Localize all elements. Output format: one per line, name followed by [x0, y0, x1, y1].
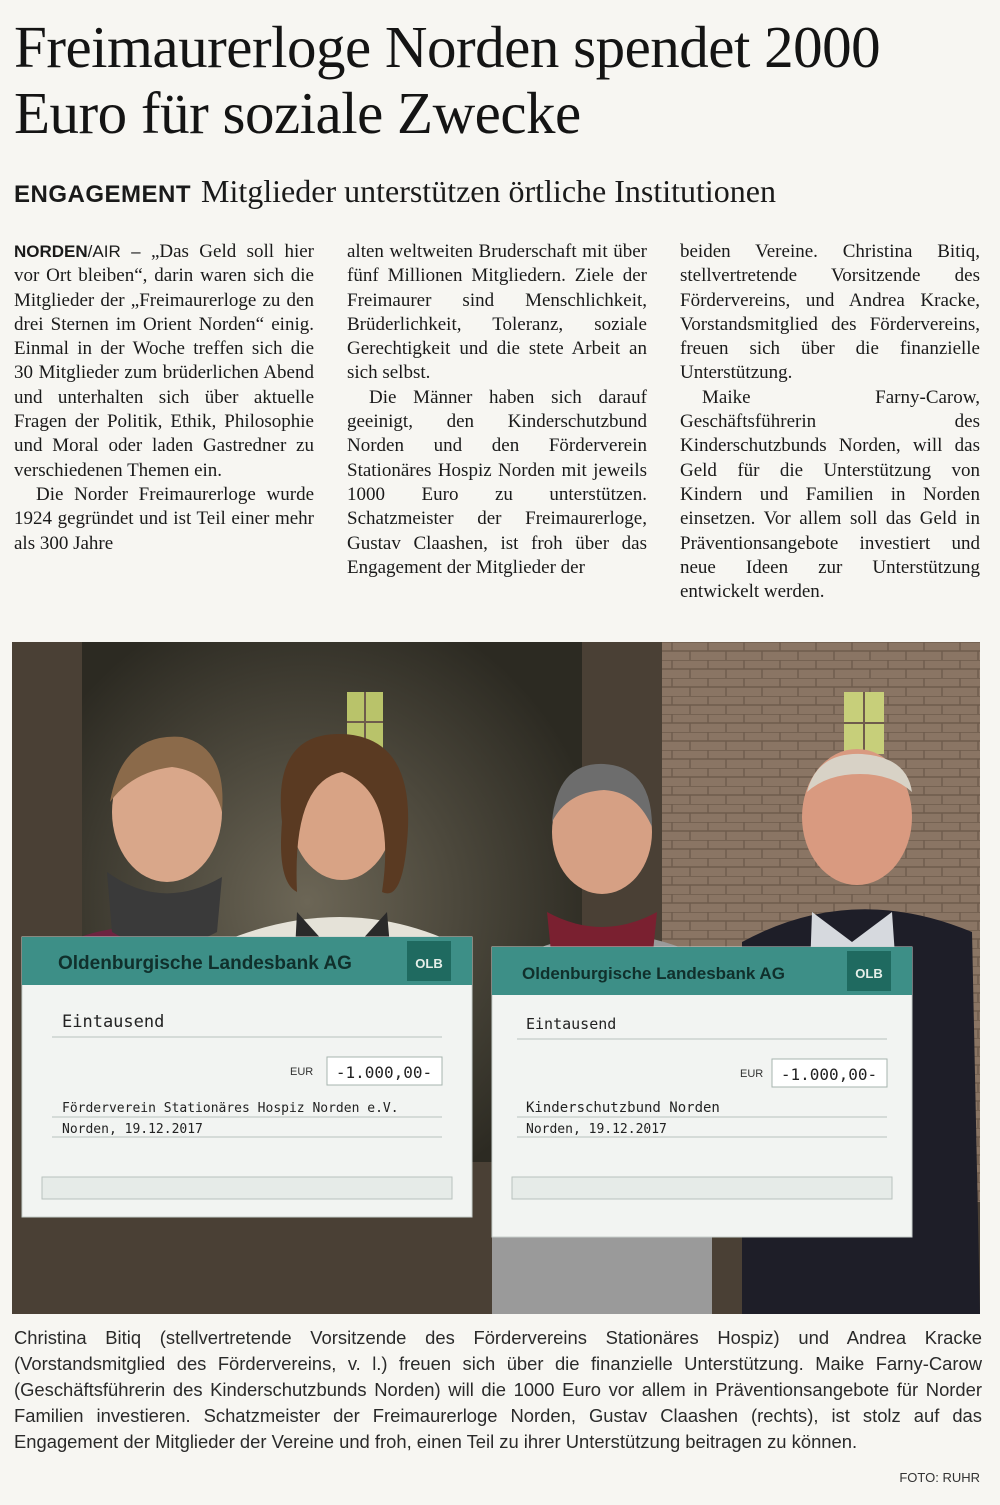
check-right-place-date: Norden, 19.12.2017 — [526, 1122, 667, 1137]
column-2 — [347, 240, 647, 628]
photo-caption: Christina Bitiq (stellvertretende Vorsitzende des Fördervereins Stationäres Hospiz) und Andrea Kracke (Vorstandsmitglied des Fördervereins, v. l.) freuen sich über die finanzielle Unterstützung. Maike Farny-Carow (Geschäftsführerin des Kinderschutzbunds Norden) will die 1000 Euro vor allem in Präventionsangebote für Norder Familien investieren. Schatzmeister der Freimaurerloge Norden, Gustav Claashen (rechts), ist stolz auf das Engagement der Mitglieder der Vereine und froh, einen Teil zu ihrer Unterstützung beitragen zu können. — [14, 1327, 982, 1452]
check-left-currency: EUR — [290, 1066, 314, 1078]
check-left-place-date: Norden, 19.12.2017 — [62, 1122, 203, 1137]
photo-illustration — [12, 642, 980, 1314]
check-right-amount: -1.000,00- — [780, 1065, 878, 1084]
check-left-bank: Oldenburgische Landesbank AG — [58, 953, 352, 974]
column-1 — [14, 240, 314, 628]
check-right-logo: OLB — [855, 966, 883, 981]
subtitle: Mitglieder unterstützen örtliche Institutionen — [201, 173, 776, 209]
paragraph: alten weltweiten Bruderschaft mit über fünf Millionen Mitgliedern. Ziele der Freimaurer sind Menschlichkeit, Brüderlichkeit, Toleranz, soziale Gerechtigkeit und die stete Arbeit an sich selbst. — [347, 241, 647, 384]
check-left-logo: OLB — [415, 956, 443, 971]
kicker: ENGAGEMENT — [14, 181, 192, 208]
check-left-amount: -1.000,00- — [335, 1063, 433, 1082]
photo — [12, 642, 980, 1314]
check-right-currency: EUR — [740, 1068, 764, 1080]
dateline-agency: /AIR – — [87, 242, 141, 261]
check-left-payee: Förderverein Stationäres Hospiz Norden e.V. — [62, 1101, 399, 1116]
photo-credit: FOTO: RUHR — [899, 1470, 980, 1485]
check-right-payee: Kinderschutzbund Norden — [526, 1100, 720, 1116]
paragraph — [14, 240, 314, 483]
paragraph: beiden Vereine. Christina Bitiq, stellvertretende Vorsitzende des Fördervereins, und Andrea Kracke, Vorstandsmitglied des Fördervereins, freuen sich über die finanzielle Unterstützung. — [680, 241, 980, 384]
check-left — [22, 937, 472, 1217]
paragraph-text: „Das Geld soll hier vor Ort bleiben“, darin waren sich die Mitglieder der „Freimaurerloge zu den drei Sternen im Orient Norden“ einig. Einmal in der Woche treffen sich die 30 Mitglieder zum brüderlichen Abend und unterhalten sich über aktuelle Fragen der Politik, Ethik, Philosophie und Moral oder laden Gastredner zu verschiedenen Themen ein. — [14, 241, 314, 481]
paragraph: Die Männer haben sich darauf geeinigt, den Kinderschutzbund Norden und den Förderverein Stationäres Hospiz Norden mit jeweils 1000 Euro zu unterstützen. Schatzmeister der Freimaurerloge, Gustav Claashen, ist froh über das Engagement der Mitglieder der — [347, 386, 647, 578]
headline: Freimaurerloge Norden spendet 2000 Euro für soziale Zwecke — [14, 14, 881, 146]
check-right-amount-words: Eintausend — [526, 1015, 617, 1033]
paragraph: Die Norder Freimaurerloge wurde 1924 gegründet und ist Teil einer mehr als 300 Jahre — [14, 483, 314, 554]
check-right-bank: Oldenburgische Landesbank AG — [522, 964, 785, 983]
check-right — [492, 947, 912, 1237]
column-3 — [680, 240, 980, 628]
subline — [14, 173, 989, 210]
article-body — [14, 240, 980, 628]
check-left-amount-words: Eintausend — [62, 1012, 165, 1032]
dateline-place: NORDEN — [14, 242, 88, 261]
paragraph: Maike Farny-Carow, Geschäftsführerin des Kinderschutzbunds Norden, will das Geld für die Unterstützung von Kindern und Familien in Norden einsetzen. Vor allem soll das Geld in Präventionsangebote investiert und neue Ideen zur Unterstützung entwickelt werden. — [680, 386, 980, 603]
